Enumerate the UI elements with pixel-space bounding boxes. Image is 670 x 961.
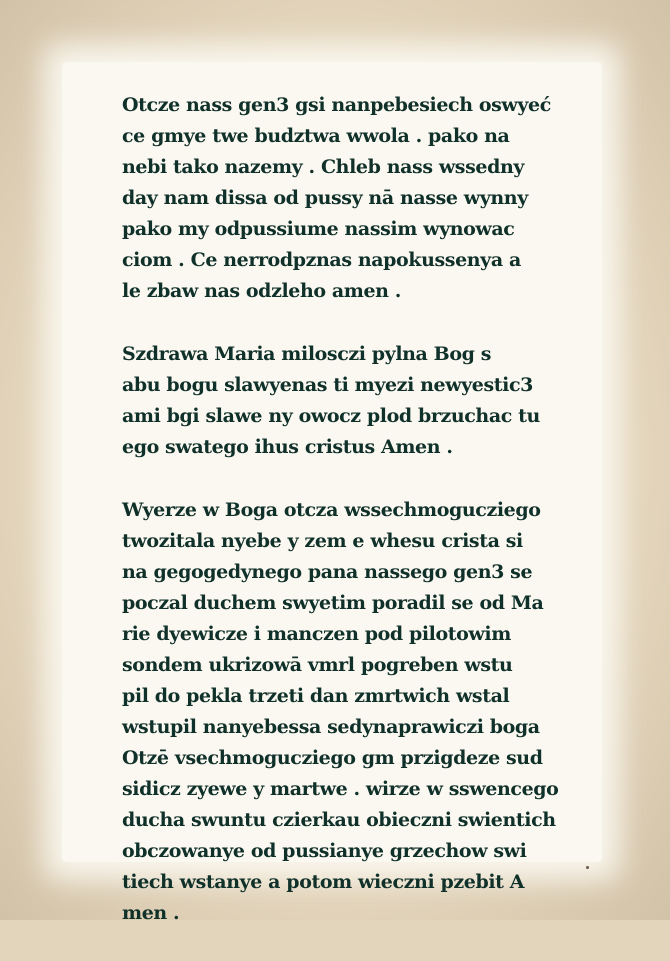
text-line: le zbaw nas odzleho amen . [122,280,402,302]
text-line: abu bogu slawyenas ti myezi newyestic3 [122,374,533,396]
text-line: ami bgi slawe ny owocz plod brzuchac tu [122,405,540,427]
text-line: na gegogedynego pana nassego gen3 se [122,561,533,583]
text-line: pako my odpussiume nassim wynowac [122,218,515,240]
text-line: Wyerze w Boga otcza wssechmogucziego [122,499,541,521]
text-line: ce gmye twe budztwa wwola . pako na [122,125,510,147]
text-line: sondem ukrizowā vmrl pogreben wstu [122,654,513,676]
text-line: day nam dissa od pussy nā nasse wynny [122,187,528,209]
text-line: pil do pekla trzeti dan zmrtwich wstal [122,685,510,707]
prayer-text [122,90,559,961]
text-line: obczowanye od pussianye grzechow swi [122,840,527,862]
text-line: men . [122,902,180,924]
text-line: twozitala nyebe y zem e whesu crista si [122,530,523,552]
text-line: nebi tako nazemy . Chleb nass wssedny [122,156,525,178]
text-line: Szdrawa Maria milosczi pylna Bog s [122,343,492,365]
text-line: ego swatego ihus cristus Amen . [122,436,453,458]
text-line: rie dyewicze i manczen pod pilotowim [122,623,511,645]
text-line: ciom . Ce nerrodpznas napokussenya a [122,249,521,271]
text-line: poczal duchem swyetim poradil se od Ma [122,592,544,614]
prayer-hail-mary [122,339,542,463]
prayer-creed [122,495,559,929]
text-line: ducha swuntu czierkau obieczni swientich [122,809,556,831]
text-line: wstupil nanyebessa sedynaprawiczi boga [122,716,540,738]
ink-speck [586,866,589,869]
text-line: Otcze nass gen3 gsi nanpebesiech oswyeć [122,94,551,116]
text-line: sidicz zyewe y martwe . wirze w sswencego [122,778,559,800]
prayer-our-father [122,90,551,307]
text-line: Otzē vsechmogucziego gm przigdeze sud [122,747,543,769]
text-line: tiech wstanye a potom wieczni pzebit A [122,871,525,893]
